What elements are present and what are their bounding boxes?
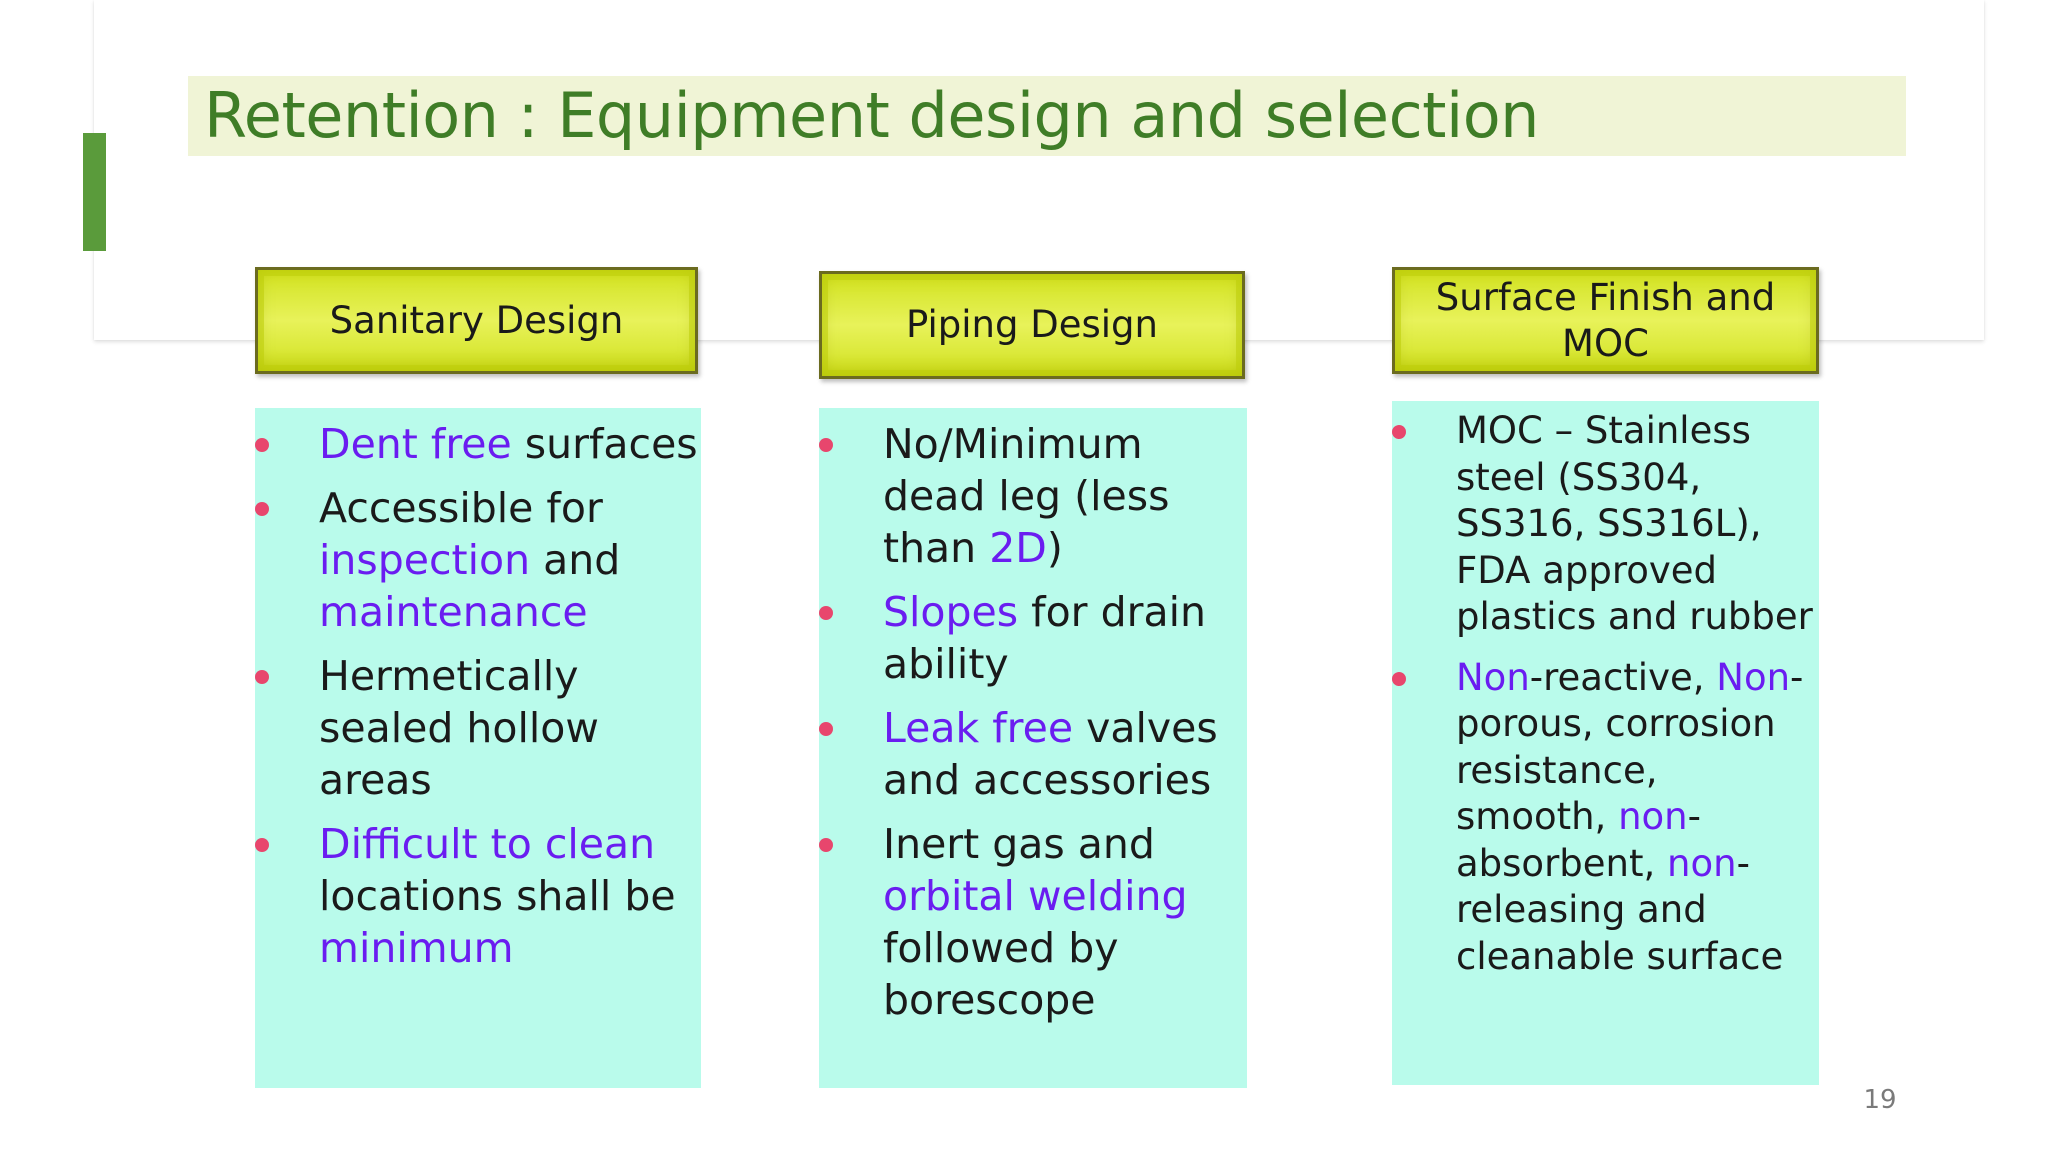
highlighted-text: non — [1667, 841, 1737, 885]
bullet-text: -releasing and cleanable surface — [1456, 841, 1784, 978]
highlighted-text: Leak free — [883, 704, 1074, 752]
highlighted-text: 2D — [989, 524, 1047, 572]
bullet-item — [255, 482, 701, 638]
highlighted-text: Non — [1716, 655, 1791, 699]
bullet-item — [255, 818, 701, 974]
bullet-item — [819, 702, 1247, 806]
highlighted-text: orbital welding — [883, 872, 1188, 920]
bullet-item — [1392, 408, 1813, 641]
bullet-text: No/Minimum dead leg (less than — [883, 420, 1170, 572]
content-box-sanitary-design — [255, 408, 701, 1088]
bullet-dot-icon — [255, 438, 269, 452]
bullet-item — [255, 418, 701, 470]
bullet-item — [819, 818, 1247, 1026]
accent-bar — [83, 133, 106, 251]
bullet-dot-icon — [255, 838, 269, 852]
bullet-dot-icon — [1392, 425, 1406, 439]
bullet-text: Hermetically sealed hollow areas — [319, 652, 599, 804]
bullet-text: locations shall be — [319, 872, 676, 920]
highlighted-text: maintenance — [319, 588, 588, 636]
bullet-list — [819, 418, 1247, 1026]
bullet-text: -reactive, — [1529, 655, 1717, 699]
highlighted-text: Dent free — [319, 420, 512, 468]
bullet-dot-icon — [255, 670, 269, 684]
highlighted-text: Difficult to clean — [319, 820, 656, 868]
bullet-dot-icon — [255, 502, 269, 516]
bullet-dot-icon — [1392, 672, 1406, 686]
highlighted-text: Non — [1456, 655, 1530, 699]
header-surface-finish-moc — [1392, 267, 1819, 374]
bullet-dot-icon — [819, 438, 833, 452]
highlighted-text: non — [1618, 795, 1688, 838]
bullet-text: surfaces — [511, 420, 698, 468]
bullet-item — [1392, 655, 1813, 981]
bullet-text: for drain ability — [883, 588, 1206, 688]
bullet-text: Inert gas and — [883, 820, 1155, 868]
bullet-item — [819, 586, 1247, 690]
header-label: Piping Design — [906, 303, 1158, 346]
header-sanitary-design — [255, 267, 698, 374]
content-box-surface-finish-moc — [1392, 401, 1819, 1085]
bullet-text: ) — [1046, 524, 1063, 572]
bullet-text: Accessible for — [319, 484, 603, 532]
bullet-item — [819, 418, 1247, 574]
highlighted-text: Slopes — [883, 588, 1019, 636]
bullet-text: valves and accessories — [883, 704, 1218, 804]
bullet-dot-icon — [819, 838, 833, 852]
bullet-list — [1392, 408, 1813, 980]
content-box-piping-design — [819, 408, 1247, 1088]
bullet-text: -porous, corrosion resistance, smooth, — [1456, 655, 1804, 838]
header-label: Surface Finish and MOC — [1435, 275, 1776, 365]
bullet-item — [255, 650, 701, 806]
bullet-text: -absorbent, — [1456, 795, 1701, 885]
slide-title: Retention : Equipment design and selection — [204, 79, 1539, 152]
header-piping-design — [819, 271, 1245, 379]
bullet-dot-icon — [819, 606, 833, 620]
bullet-text: followed by borescope — [883, 924, 1119, 1024]
page-number: 19 — [1863, 1085, 1897, 1115]
bullet-text: MOC – Stainless steel (SS304, SS316, SS316L), FDA approved plastics and rubber — [1456, 409, 1813, 638]
bullet-dot-icon — [819, 722, 833, 736]
bullet-text: and — [530, 536, 621, 584]
bullet-list — [255, 418, 701, 974]
highlighted-text: inspection — [319, 536, 531, 584]
highlighted-text: minimum — [319, 924, 514, 972]
header-label: Sanitary Design — [329, 298, 624, 342]
